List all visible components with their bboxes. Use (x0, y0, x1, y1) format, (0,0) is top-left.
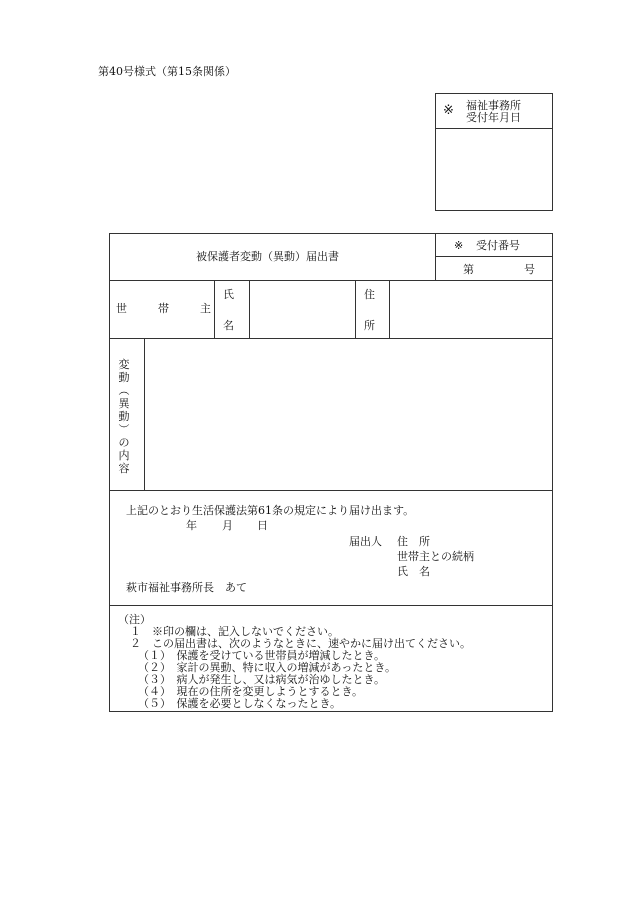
name-label-1: 氏 (223, 288, 234, 301)
notes-heading: （注） (118, 613, 151, 626)
change-details-label: 変 動 ︵ 異 動 ︶ の 内 容 (118, 358, 130, 475)
office-mark: ※ (443, 103, 454, 118)
receipt-go: 号 (524, 263, 535, 276)
household-label-3: 主 (200, 302, 211, 315)
applicant-label: 届出人 (349, 535, 382, 548)
date-year: 年 (186, 519, 197, 532)
receipt-label: 受付番号 (476, 239, 520, 252)
applicant-address-label: 住 所 (397, 535, 430, 548)
applicant-relation-label: 世帯主との続柄 (397, 550, 474, 563)
note-item-6: （４） 現在の住所を変更しようとするとき。 (138, 685, 364, 698)
household-label-2: 帯 (158, 302, 169, 315)
address-label-2: 所 (364, 319, 375, 332)
office-line1: 福祉事務所 (466, 99, 521, 112)
declaration-text: 上記のとおり生活保護法第61条の規定により届け出ます。 (126, 504, 415, 517)
date-month: 月 (222, 519, 233, 532)
household-label-1: 世 (116, 302, 127, 315)
change-details-field[interactable] (145, 339, 552, 489)
office-line2: 受付年月日 (466, 111, 521, 124)
household-head-name-field[interactable] (250, 281, 354, 337)
address-label-1: 住 (364, 288, 375, 301)
note-item-3: （１） 保護を受けている世帯員が増減したとき。 (138, 649, 386, 662)
receipt-mark: ※ (454, 239, 464, 252)
applicant-name-label: 氏 名 (397, 565, 430, 578)
note-item-1: １ ※印の欄は、記入しないでください。 (130, 625, 339, 638)
note-item-2: ２ この届出書は、次のようなときに、速やかに届け出てください。 (130, 637, 471, 650)
household-head-address-field[interactable] (390, 281, 552, 337)
form-number: 第40号様式（第15条関係） (98, 65, 236, 78)
name-label-2: 名 (223, 319, 234, 332)
form-title: 被保護者変動（異動）届出書 (196, 250, 339, 263)
receipt-dai: 第 (463, 263, 474, 276)
date-day: 日 (257, 519, 268, 532)
receipt-number-field[interactable] (476, 260, 522, 278)
note-item-4: （２） 家計の異動、特に収入の増減があったとき。 (138, 661, 396, 674)
note-item-5: （３） 病人が発生し、又は病気が治ゆしたとき。 (138, 673, 386, 686)
office-date-field[interactable] (436, 129, 552, 210)
note-item-7: （５） 保護を必要としなくなったとき。 (138, 697, 342, 710)
addressee: 萩市福祉事務所長 あて (126, 581, 247, 594)
